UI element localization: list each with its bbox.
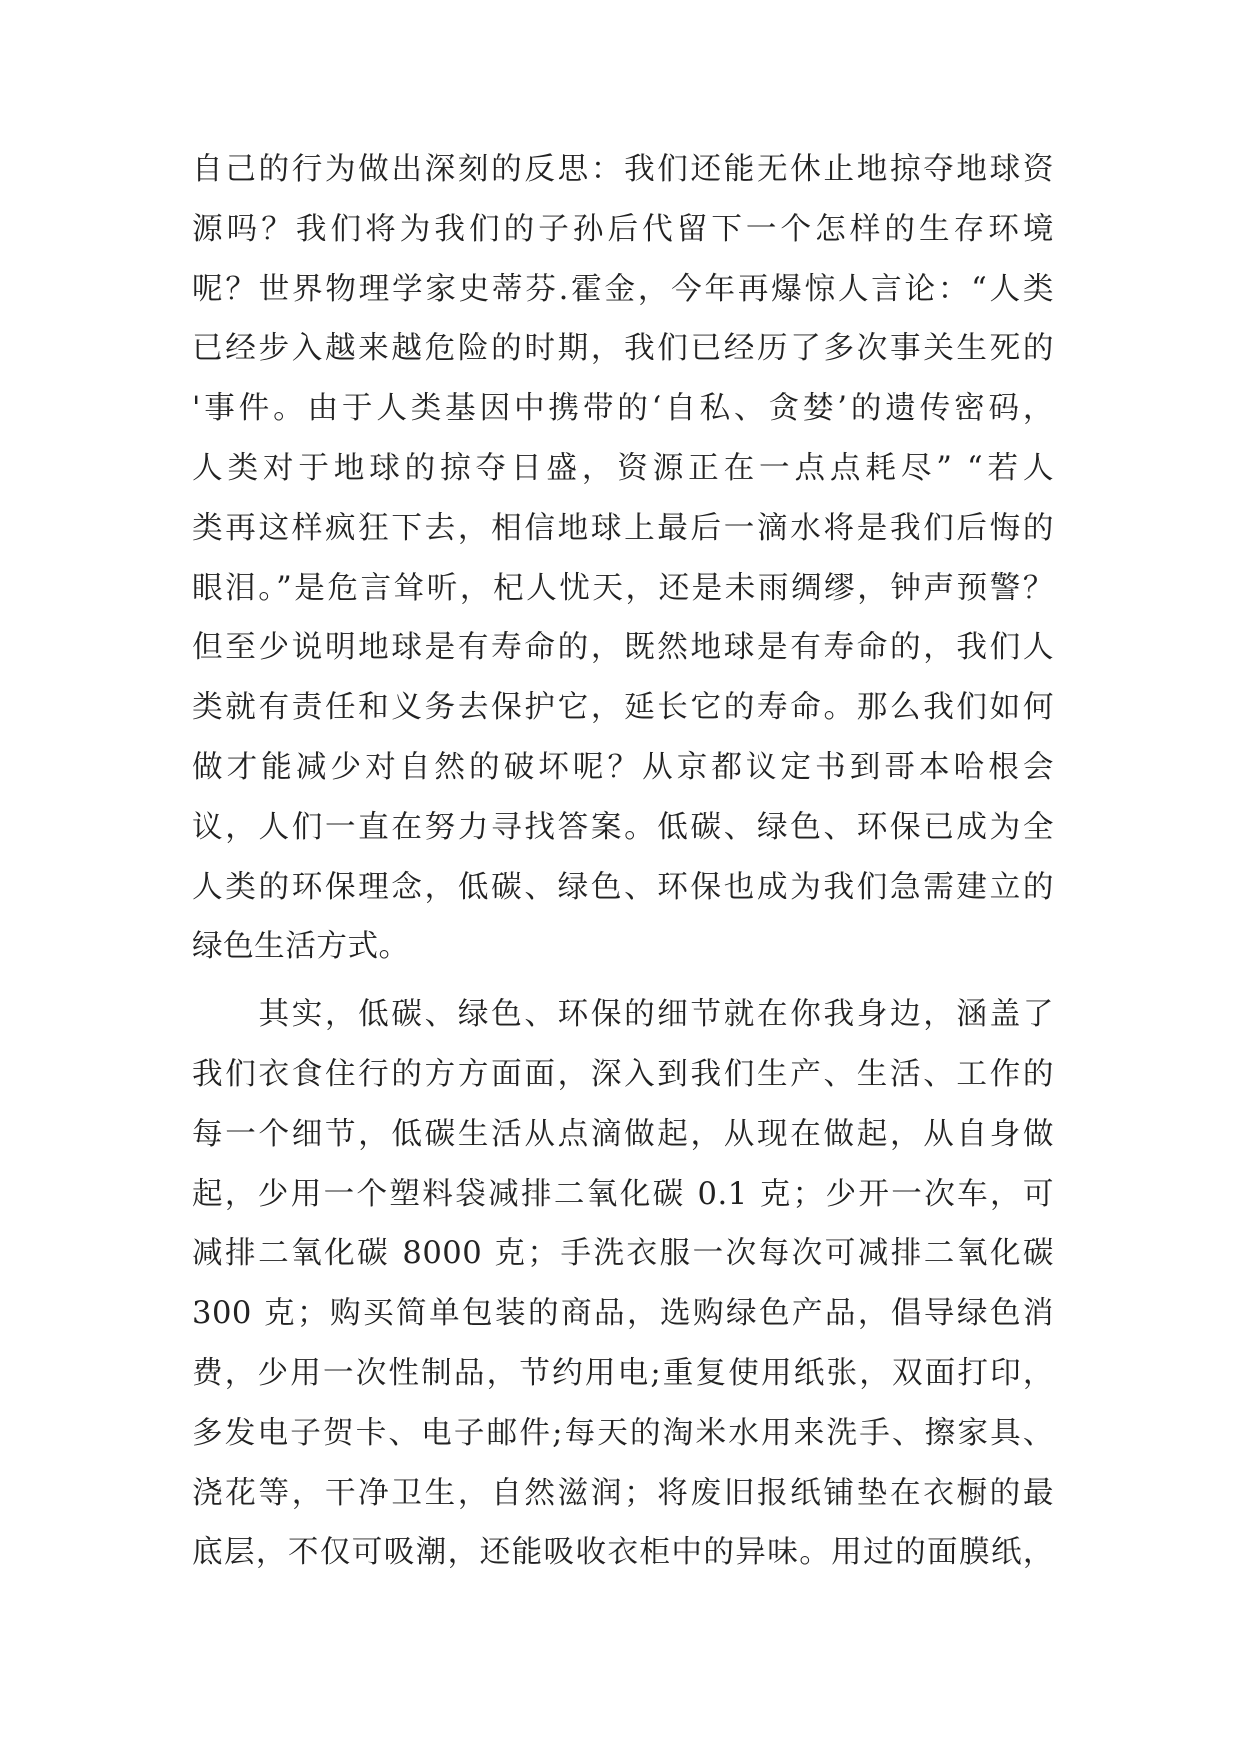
- text-line: 源吗？我们将为我们的子孙后代留下一个怎样的生存环境: [192, 211, 1054, 247]
- text-line: 每一个细节，低碳生活从点滴做起，从现在做起，从自身做: [192, 1116, 1054, 1152]
- text-line: 人类对于地球的掠夺日盛，资源正在一点点耗尽” “若人: [192, 450, 1054, 486]
- text-line: 底层，不仅可吸潮，还能吸收衣柜中的异味。用过的面膜纸，: [192, 1535, 1054, 1571]
- text-line: 做才能减少对自然的破坏呢？从京都议定书到哥本哈根会: [192, 749, 1054, 785]
- body-text: [192, 140, 1054, 1583]
- paragraph-2: [192, 985, 1054, 1583]
- text-line: 类再这样疯狂下去，相信地球上最后一滴水将是我们后悔的: [192, 510, 1054, 546]
- text-line: 议，人们一直在努力寻找答案。低碳、绿色、环保已成为全: [192, 809, 1054, 845]
- text-line: '事件。由于人类基因中携带的‘自私、贪婪’的遗传密码，: [192, 391, 1054, 427]
- text-line: 类就有责任和义务去保护它，延长它的寿命。那么我们如何: [192, 690, 1054, 726]
- text-line: 减排二氧化碳 8000 克；手洗衣服一次每次可减排二氧化碳: [192, 1236, 1054, 1272]
- text-line: 已经步入越来越危险的时期，我们已经历了多次事关生死的: [192, 331, 1054, 367]
- text-line: 费，少用一次性制品，节约用电;重复使用纸张，双面打印，: [192, 1355, 1054, 1391]
- text-line: 多发电子贺卡、电子邮件;每天的淘米水用来洗手、擦家具、: [192, 1415, 1054, 1451]
- text-line: 呢？世界物理学家史蒂芬.霍金，今年再爆惊人言论：“人类: [192, 271, 1054, 307]
- text-line: 但至少说明地球是有寿命的，既然地球是有寿命的，我们人: [192, 630, 1054, 666]
- text-line: 我们衣食住行的方方面面，深入到我们生产、生活、工作的: [192, 1056, 1054, 1092]
- text-line: 自己的行为做出深刻的反思：我们还能无休止地掠夺地球资: [192, 152, 1054, 187]
- text-line: 绿色生活方式。: [192, 929, 410, 965]
- paragraph-spacer: [192, 977, 1054, 985]
- paragraph-1: [192, 140, 1054, 977]
- text-line: 起，少用一个塑料袋减排二氧化碳 0.1 克；少开一次车，可: [192, 1176, 1054, 1212]
- text-line: 浇花等，干净卫生，自然滋润；将废旧报纸铺垫在衣橱的最: [192, 1475, 1054, 1511]
- text-line: 人类的环保理念，低碳、绿色、环保也成为我们急需建立的: [192, 869, 1054, 905]
- text-line: 其实，低碳、绿色、环保的细节就在你我身边，涵盖了: [192, 997, 1054, 1033]
- text-line: 眼泪。”是危言耸听，杞人忧天，还是未雨绸缪，钟声预警？: [192, 570, 1054, 606]
- text-line: 300 克；购买简单包装的商品，选购绿色产品，倡导绿色消: [192, 1296, 1054, 1332]
